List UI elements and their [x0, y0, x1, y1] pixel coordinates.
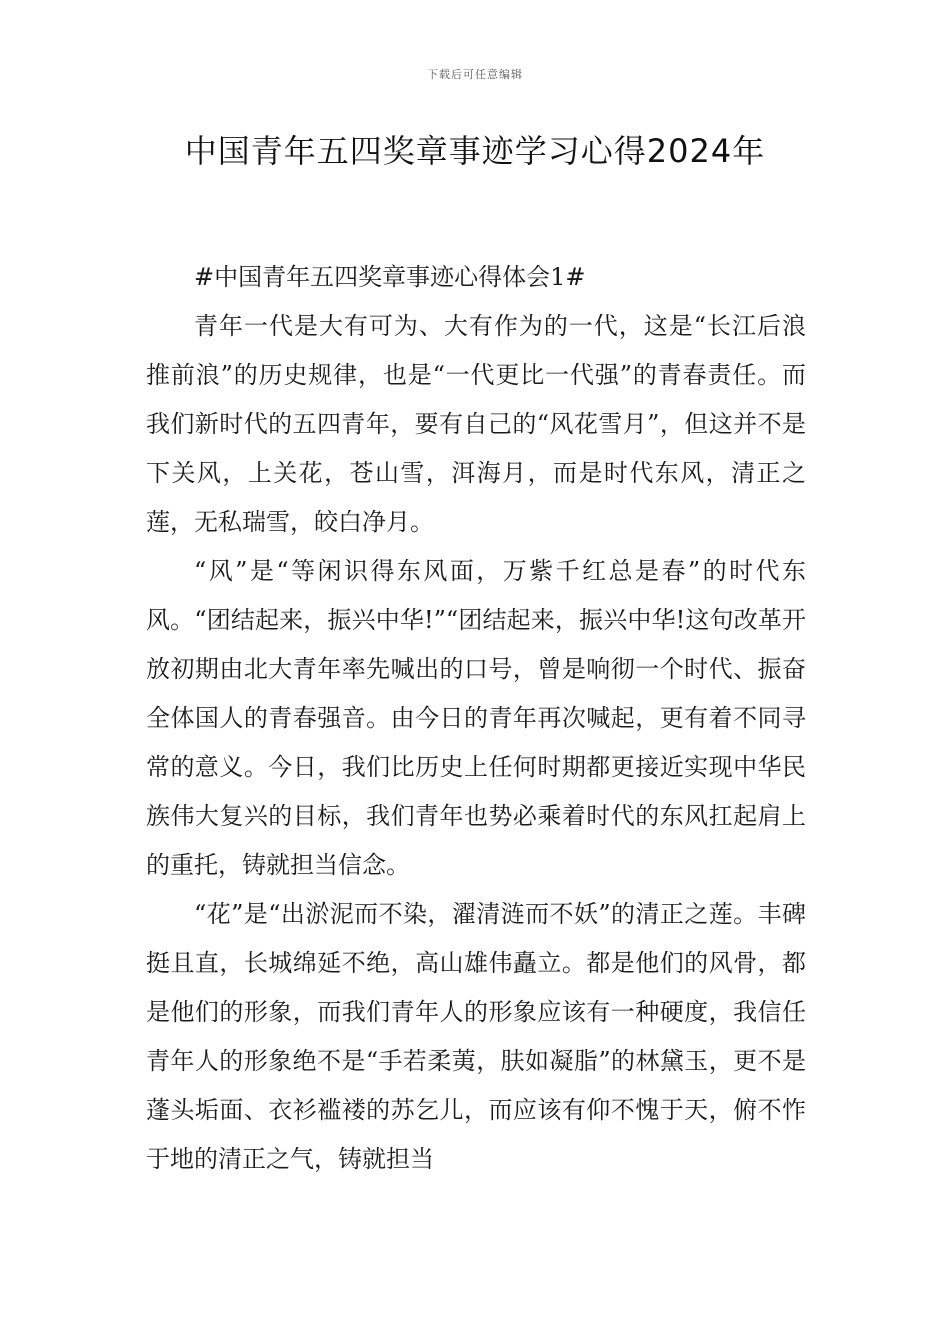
paragraph-2: “风”是“等闲识得东风面，万紫千红总是春”的时代东风。“团结起来，振兴中华!”“团结起来，振兴中华!这句改革开放初期由北大青年率先喊出的口号，曾是响彻一个时代、振奋全体国人的青春强音。由今日的青年再次喊起，更有着不同寻常的意义。今日，我们比历史上任何时期都更接近实现中华民族伟大复兴的目标，我们青年也势必乘着时代的东风扛起肩上的重托，铸就担当信念。 [146, 557, 806, 879]
document-body [146, 253, 806, 1184]
section-heading: #中国青年五四奖章事迹心得体会1# [194, 263, 586, 291]
document-title: 中国青年五四奖章事迹学习心得2024年 [184, 132, 766, 170]
paragraph-3: “花”是“出淤泥而不染，濯清涟而不妖”的清正之莲。丰碑挺且直，长城绵延不绝，高山雄伟矗立。都是他们的风骨，都是他们的形象，而我们青年人的形象应该有一种硬度，我信任青年人的形象绝不是“手若柔荑，肤如凝脂”的林黛玉，更不是蓬头垢面、衣衫褴褛的苏乞儿，而应该有仰不愧于天，俯不怍于地的清正之气，铸就担当 [146, 900, 806, 1173]
header-note: 下载后可任意编辑 [427, 68, 523, 81]
paragraph-1: 青年一代是大有可为、大有作为的一代，这是“长江后浪推前浪”的历史规律，也是“一代更比一代强”的青春责任。而我们新时代的五四青年，要有自己的“风花雪月”，但这并不是下关风，上关花，苍山雪，洱海月，而是时代东风，清正之莲，无私瑞雪，皎白净月。 [146, 312, 806, 536]
